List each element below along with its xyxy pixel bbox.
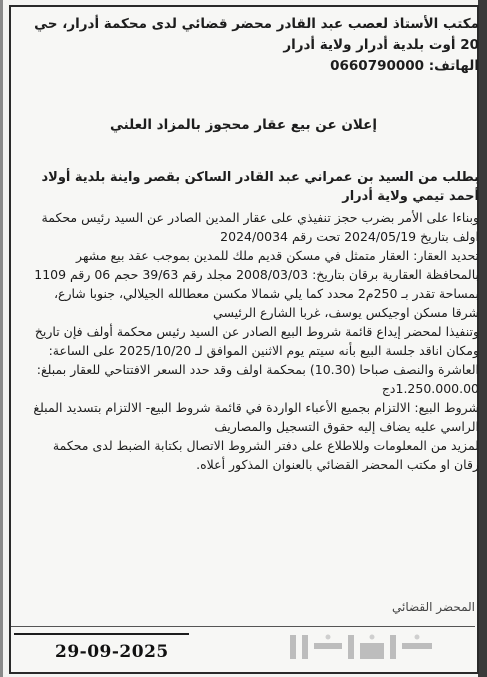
office-header-line2: 20 أوت بلدية أدرار ولاية أدرار [283, 37, 479, 53]
footer-divider [11, 626, 475, 627]
paragraph-requester: بطلب من السيد بن عمراني عبد القادر الساكن بقصر واينة بلدية أولاد أحمد تيمي ولاية أدرار [41, 170, 479, 204]
page-left-edge [0, 0, 3, 677]
signature-label: المحضر القضائي [392, 600, 475, 614]
newspaper-logo [282, 629, 442, 665]
paragraph-info: لمزيد من المعلومات وللاطلاع على دفتر الشروط الاتصال بكتابة الضبط لدى محكمة رقان او مكتب المحضر القضائي بالعنوان المذكور أعلاه. [52, 438, 479, 472]
office-phone: الهاتف: 0660790000 [330, 58, 479, 74]
office-header-line1: مكتب الأستاذ لعصب عبد القادر محضر قضائي لدى محكمة أدرار، حي [34, 16, 479, 32]
paragraph-order: وبناءا على الأمر بضرب حجز تنفيذي على عقار المدين الصادر عن السيد رئيس محكمة اولف بتاريخ 2024/05/19 تحت رقم 2024/0034 [41, 210, 479, 244]
publication-date: 29-09-2025 [55, 642, 169, 662]
paragraph-property: تحديد العقار: العقار متمثل في مسكن قديم ملك للمدين بموجب عقد بيع مشهر بالمحافظة العقارية برقان بتاريخ: 2008/03/03 مجلد رقم 39/63 حجم 06 رقم 1109 بمساحة تقدر بـ 250م2 محدد كما يلي شمالا مكسن معطالله الجيلالي، جنوبا شارع، شرقا مسكن اوجيكس يوسف، غربا الشارع الرئيسي [34, 248, 479, 320]
announcement-title: إعلان عن بيع عقار محجوز بالمزاد العلني [109, 117, 378, 133]
announcement-body [29, 168, 479, 474]
page-right-edge [478, 0, 487, 677]
paragraph-session: وتنفيذا لمحضر إيداع قائمة شروط البيع الصادر عن السيد رئيس محكمة أولف فإن تاريخ ومكان اناقد جلسة البيع بأنه سيتم يوم الاثنين الموافق لـ 2025/10/20 على الساعة: العاشرة والنصف صباحا (10.30) بمحكمة اولف وقد حدد السعر الافتتاحي للعقار بمبلغ: 1.250.000.00دج [34, 324, 479, 396]
paragraph-conditions: شروط البيع: الالتزام بجميع الأعباء الواردة في قائمة شروط البيع- الالتزام بتسديد المبلغ الراسي عليه يضاف إليه حقوق التسجيل والمصاريف [33, 400, 479, 434]
office-header [29, 14, 479, 77]
